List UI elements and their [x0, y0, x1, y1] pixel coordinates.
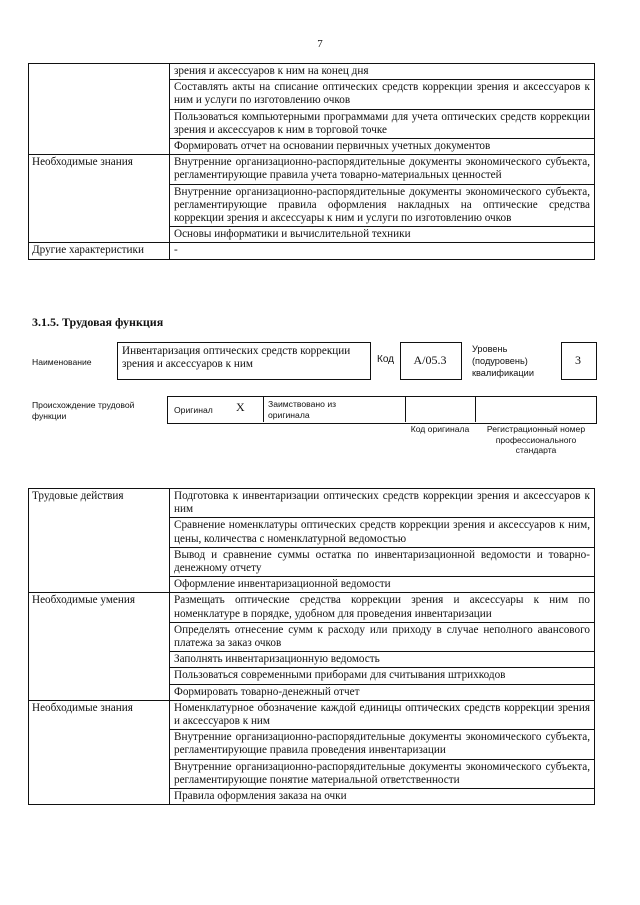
borrowed-label: Заимствовано из оригинала — [268, 399, 337, 420]
table-row — [29, 700, 595, 729]
table-row — [29, 593, 595, 622]
table-cell: Сравнение номенклатуры оптических средств коррекции зрения и аксессуаров к ним, цены, количества с номенклатурной ведомостью — [170, 518, 595, 547]
table-cell: Основы информатики и вычислительной техники — [170, 227, 595, 243]
origin-label: Происхождение трудовой функции — [32, 400, 135, 421]
name-value: Инвентаризация оптических средств коррекции зрения и аксессуаров к ним — [122, 345, 351, 371]
table-row — [29, 155, 595, 184]
table-cell: Определять отнесение сумм к расходу или приходу в случае неполного авансового платежа за заказ очков — [170, 622, 595, 651]
row-label: Необходимые знания — [29, 155, 170, 243]
code-label: Код — [377, 354, 395, 365]
table-cell: Номенклатурное обозначение каждой единицы оптических средств коррекции зрения и аксессуаров к ним — [170, 700, 595, 729]
section-title: 3.1.5. Трудовая функция — [32, 315, 164, 329]
table-row — [29, 489, 595, 518]
table-row — [29, 64, 595, 80]
table-cell: - — [170, 243, 595, 259]
table-cell: Вывод и сравнение суммы остатка по инвентаризационной ведомости и товарно-денежному отчету — [170, 547, 595, 576]
reg-number-caption: Регистрационный номер профессионального стандарта — [486, 424, 586, 455]
code-original-caption: Код оригинала — [410, 424, 470, 434]
table-cell: зрения и аксессуаров к ним на конец дня — [170, 64, 595, 80]
table-cell: Формировать отчет на основании первичных учетных документов — [170, 139, 595, 155]
function-details-table — [28, 488, 595, 805]
origin-divider — [263, 396, 264, 422]
row-label: Необходимые умения — [29, 593, 170, 700]
original-label: Оригинал — [174, 405, 213, 415]
table-cell: Внутренние организационно-распорядительные документы экономического субъекта, регламентирующие правила оформления накладных на оптические средства коррекции зрения и аксессуары к ним и услуги по изготовлению очков — [170, 184, 595, 227]
code-value: A/05.3 — [413, 353, 447, 367]
table-cell: Внутренние организационно-распорядительные документы экономического субъекта, регламентирующие правила учета товарно-материальных ценностей — [170, 155, 595, 184]
table-cell: Составлять акты на списание оптических средств коррекции зрения и аксессуаров к ним и услуги по изготовлению очков — [170, 80, 595, 109]
row-label: Другие характеристики — [29, 243, 170, 259]
original-mark: X — [236, 400, 245, 414]
table-cell: Размещать оптические средства коррекции зрения и аксессуары к ним по номенклатуре в порядке, удобном для проведения инвентаризации — [170, 593, 595, 622]
origin-divider — [475, 396, 476, 422]
row-label — [29, 64, 170, 155]
row-label: Трудовые действия — [29, 489, 170, 593]
table-cell: Подготовка к инвентаризации оптических средств коррекции зрения и аксессуаров к ним — [170, 489, 595, 518]
name-label: Наименование — [32, 357, 92, 367]
row-label: Необходимые знания — [29, 700, 170, 804]
table-cell: Формировать товарно-денежный отчет — [170, 684, 595, 700]
origin-divider — [405, 396, 406, 422]
table-cell: Внутренние организационно-распорядительные документы экономического субъекта, регламентирующие понятие материальной ответственности — [170, 759, 595, 788]
table-cell: Заполнять инвентаризационную ведомость — [170, 652, 595, 668]
table-cell: Оформление инвентаризационной ведомости — [170, 577, 595, 593]
table-row — [29, 243, 595, 259]
table-cell: Пользоваться компьютерными программами для учета оптических средств коррекции зрения и аксессуаров к ним в торговой точке — [170, 109, 595, 138]
table-cell: Внутренние организационно-распорядительные документы экономического субъекта, регламентирующие правила проведения инвентаризации — [170, 730, 595, 759]
origin-boxes — [167, 396, 597, 424]
top-requirements-table — [28, 63, 595, 260]
level-label: Уровень (подуровень) квалификации — [472, 344, 534, 378]
page-number: 7 — [317, 38, 323, 50]
table-cell: Правила оформления заказа на очки — [170, 789, 595, 805]
table-cell: Пользоваться современными приборами для считывания штрихкодов — [170, 668, 595, 684]
level-value: 3 — [575, 353, 581, 367]
